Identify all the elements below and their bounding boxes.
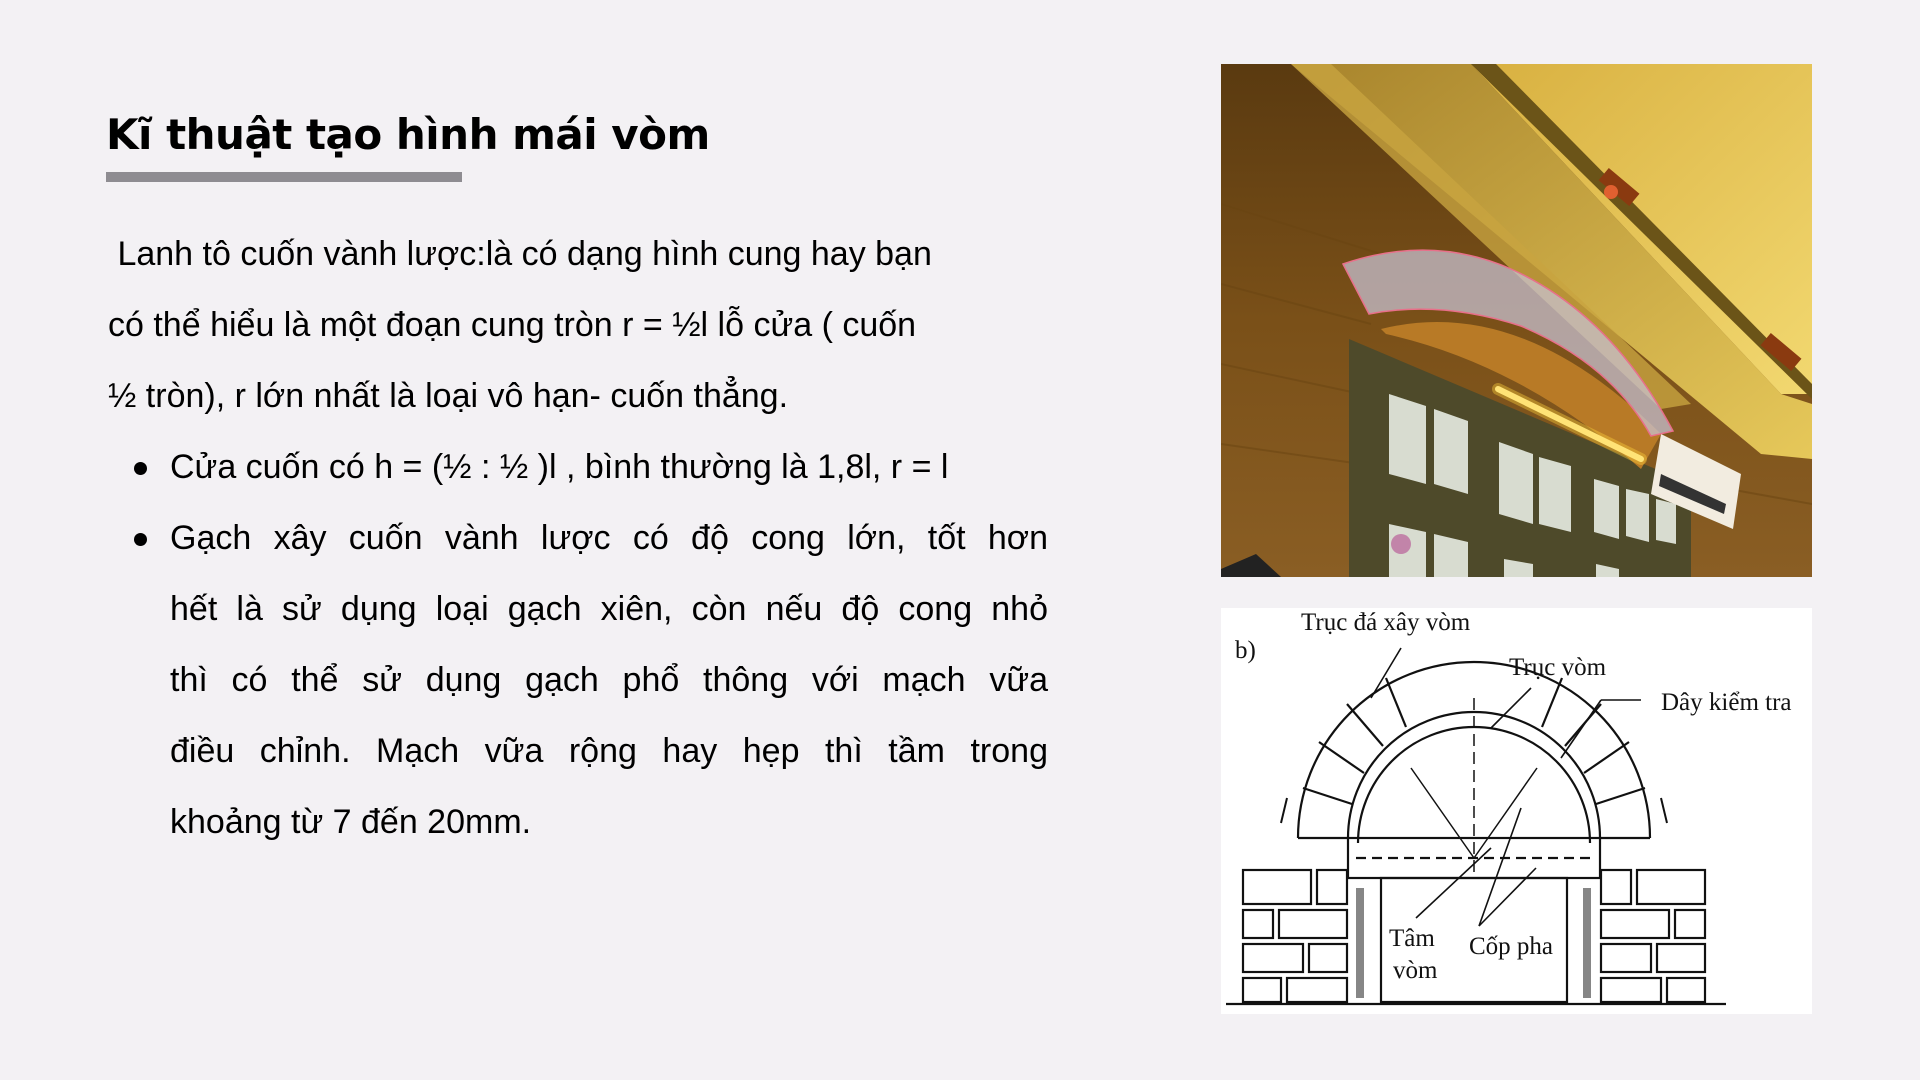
- bullet-line: Cửa cuốn có h = (½ : ½ )l , bình thường là 1,8l, r = l: [170, 448, 949, 486]
- bullet-dot-icon: [134, 533, 147, 546]
- slide-title: Kĩ thuật tạo hình mái vòm: [106, 110, 710, 159]
- slide-body: [108, 219, 1048, 858]
- bullet-line: điều chỉnh. Mạch vữa rộng hay hẹp thì tầm trong: [170, 732, 1048, 770]
- arch-photo: [1221, 64, 1812, 577]
- intro-line: có thể hiểu là một đoạn cung tròn r = ½l lỗ cửa ( cuốn: [108, 306, 917, 344]
- intro-line: Lanh tô cuốn vành lược:là có dạng hình cung hay bạn: [108, 235, 932, 273]
- bullet-line: khoảng từ 7 đến 20mm.: [170, 803, 532, 841]
- bullet-line: thì có thể sử dụng gạch phổ thông với mạch vữa: [170, 661, 1048, 699]
- label-formwork: Cốp pha: [1469, 933, 1554, 960]
- intro-line: ½ tròn), r lớn nhất là loại vô hạn- cuốn thẳng.: [108, 377, 789, 415]
- bullet-list: [108, 432, 1048, 858]
- label-arch-center-2: vòm: [1393, 957, 1438, 984]
- title-underline: [106, 172, 462, 182]
- bullet-line: Gạch xây cuốn vành lược có độ cong lớn, tốt hơn: [170, 519, 1048, 557]
- panel-label: b): [1235, 637, 1256, 664]
- label-arch-center-1: Tâm: [1389, 925, 1435, 952]
- arch-diagram: [1221, 608, 1812, 1014]
- label-arch-axis: Trục vòm: [1509, 654, 1607, 681]
- intro-paragraph: [108, 219, 1048, 432]
- bullet-dot-icon: [134, 462, 147, 475]
- bullet-item: [108, 432, 1048, 503]
- bullet-line: hết là sử dụng loại gạch xiên, còn nếu độ cong nhỏ: [170, 590, 1048, 628]
- label-check-line: Dây kiểm tra: [1661, 689, 1792, 716]
- label-stone-axis: Trục đá xây vòm: [1301, 609, 1471, 636]
- bullet-item: [108, 503, 1048, 858]
